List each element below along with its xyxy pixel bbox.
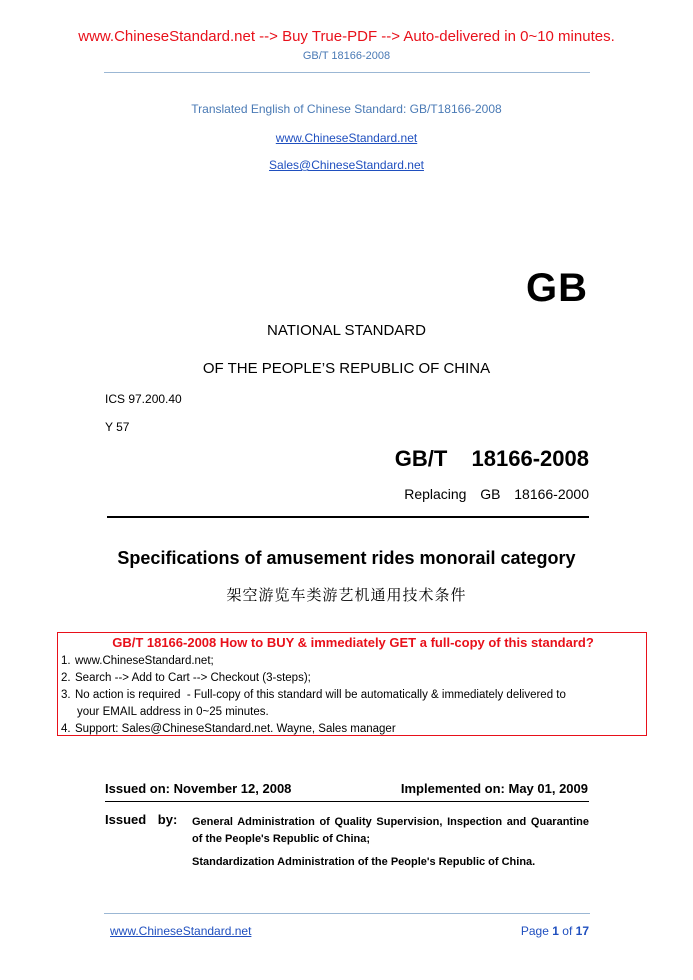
page-of: of — [562, 924, 573, 938]
list-item-continuation: your EMAIL address in 0~25 minutes. — [77, 706, 269, 718]
list-text[interactable]: www.ChineseStandard.net; — [75, 655, 214, 667]
email-link[interactable]: Sales@ChineseStandard.net — [269, 158, 424, 172]
ccs-code: Y 57 — [105, 420, 130, 434]
email-link-row — [0, 156, 693, 174]
page-word: Page — [520, 924, 549, 938]
website-link[interactable]: www.ChineseStandard.net — [275, 131, 418, 145]
list-number: 4. — [61, 723, 71, 735]
list-number: 3. — [61, 689, 71, 701]
list-item — [61, 721, 645, 738]
national-standard-heading: NATIONAL STANDARD — [267, 322, 426, 339]
standard-number: GB/T 18166-2008 — [394, 446, 589, 471]
footer-link-row — [110, 924, 251, 938]
gb-mark: GB — [526, 266, 588, 310]
document-title-cn: 架空游览车类游艺机通用技术条件 — [226, 587, 467, 604]
issuer-secondary: Standardization Administration of the People's Republic of China. — [192, 856, 536, 868]
ics-code: ICS 97.200.40 — [105, 392, 182, 406]
replacing-note: Replacing GB 18166-2000 — [404, 486, 589, 502]
footer-divider — [104, 913, 590, 914]
title-divider — [107, 516, 589, 518]
header-divider — [104, 72, 590, 73]
footer-website-link[interactable]: www.ChineseStandard.net — [110, 924, 252, 938]
website-link-row — [0, 129, 693, 147]
list-text: Search --> Add to Cart --> Checkout (3-steps); — [75, 672, 311, 684]
issued-by-label: Issued by: — [105, 812, 178, 827]
promo-banner[interactable]: www.ChineseStandard.net --> Buy True-PDF --> Auto-delivered in 0~10 minutes. — [78, 28, 615, 45]
list-text: Support: Sales@ChineseStandard.net. Wayne, Sales manager — [75, 723, 396, 735]
page-total: 17 — [575, 924, 589, 938]
issued-on-date: Issued on: November 12, 2008 — [105, 781, 292, 796]
list-number: 2. — [61, 672, 71, 684]
page-indicator — [521, 924, 589, 938]
document-title-en: Specifications of amusement rides monorail category — [117, 548, 576, 568]
list-item — [61, 670, 645, 687]
page-current: 1 — [552, 924, 559, 938]
issuer-primary: General Administration of Quality Supervision, Inspection and Quarantine of the People's Republic of China; — [192, 816, 589, 845]
header-standard-code: GB/T 18166-2008 — [302, 50, 391, 62]
list-item — [61, 653, 645, 670]
list-number: 1. — [61, 655, 71, 667]
issue-divider — [105, 801, 589, 802]
list-item — [61, 687, 645, 704]
country-heading: OF THE PEOPLE’S REPUBLIC OF CHINA — [202, 360, 491, 377]
purchase-box-title: GB/T 18166-2008 How to BUY & immediately GET a full-copy of this standard? — [112, 635, 594, 650]
list-text: No action is required - Full-copy of this standard will be automatically & immediately delivered to — [75, 689, 566, 701]
implemented-on-date: Implemented on: May 01, 2009 — [400, 781, 588, 796]
purchase-info-box — [57, 632, 647, 736]
translation-note: Translated English of Chinese Standard: GB/T18166-2008 — [191, 102, 502, 116]
purchase-steps-list — [61, 653, 645, 738]
